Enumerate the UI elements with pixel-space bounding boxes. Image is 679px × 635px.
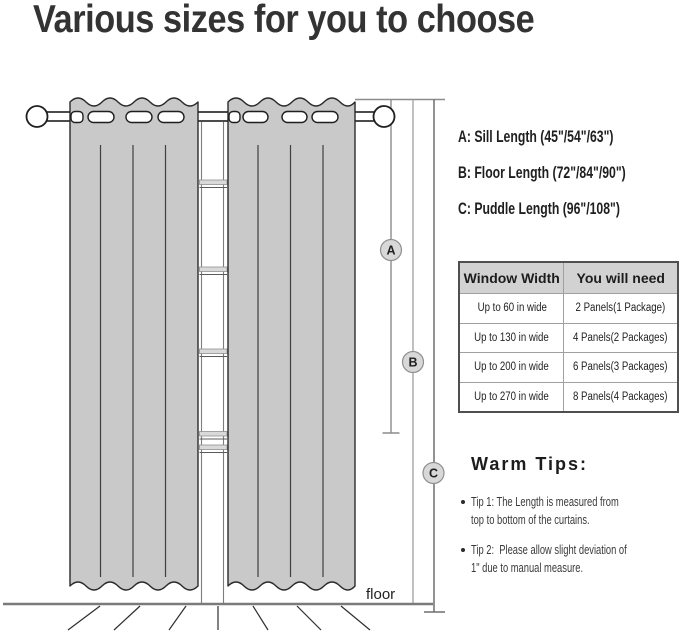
window-bars	[200, 180, 228, 453]
warm-tips-heading: Warm Tips:	[471, 454, 589, 474]
tip-item-2	[461, 541, 679, 576]
marker-c-label: C	[428, 466, 439, 481]
table-row	[459, 294, 678, 324]
curtain-panel-right	[228, 98, 355, 590]
bullet-icon	[461, 548, 465, 552]
measure-line-a	[383, 100, 400, 434]
size-table-header-window-width: Window Width	[459, 262, 564, 294]
size-table	[458, 261, 679, 413]
floor-hatching	[68, 606, 370, 630]
cell-window-width: Up to 130 in wide	[474, 331, 550, 344]
cell-panels-needed: 8 Panels(4 Packages)	[573, 390, 668, 403]
cell-panels-needed: 2 Panels(1 Package)	[575, 302, 666, 315]
cell-window-width: Up to 200 in wide	[474, 361, 550, 374]
window-frame	[200, 122, 228, 603]
tip-text: Tip 1: The Length is measured from top to bottom of the curtains.	[471, 494, 619, 527]
floor-label: floor	[366, 586, 396, 603]
cell-panels-needed: 4 Panels(2 Packages)	[573, 331, 668, 344]
tip-text: Tip 2: Please allow slight deviation of 1" due to manual measure.	[471, 542, 627, 575]
measure-lines	[355, 100, 445, 613]
size-table-header-you-will-need: You will need	[564, 262, 678, 294]
marker-b-label: B	[408, 355, 418, 370]
finial-left-icon	[27, 106, 48, 127]
table-row	[459, 353, 678, 383]
marker-a-label: A	[386, 243, 396, 258]
page-title: Various sizes for you to choose	[33, 0, 535, 41]
tip-item-1	[461, 493, 676, 528]
size-table-header-row	[459, 262, 678, 294]
finial-right-icon	[374, 106, 395, 127]
cell-window-width: Up to 60 in wide	[477, 302, 547, 315]
length-option-floor: B: Floor Length (72"/84"/90")	[458, 163, 626, 182]
cell-window-width: Up to 270 in wide	[474, 390, 550, 403]
measure-line-c	[424, 100, 445, 613]
length-option-sill: A: Sill Length (45"/54"/63")	[458, 127, 614, 146]
curtain-panel-left	[70, 98, 198, 590]
curtain-diagram	[0, 85, 455, 635]
cell-panels-needed: 6 Panels(3 Packages)	[573, 361, 668, 374]
table-row	[459, 323, 678, 353]
bullet-icon	[461, 500, 465, 504]
length-option-puddle: C: Puddle Length (96"/108")	[458, 199, 620, 218]
table-row	[459, 382, 678, 412]
